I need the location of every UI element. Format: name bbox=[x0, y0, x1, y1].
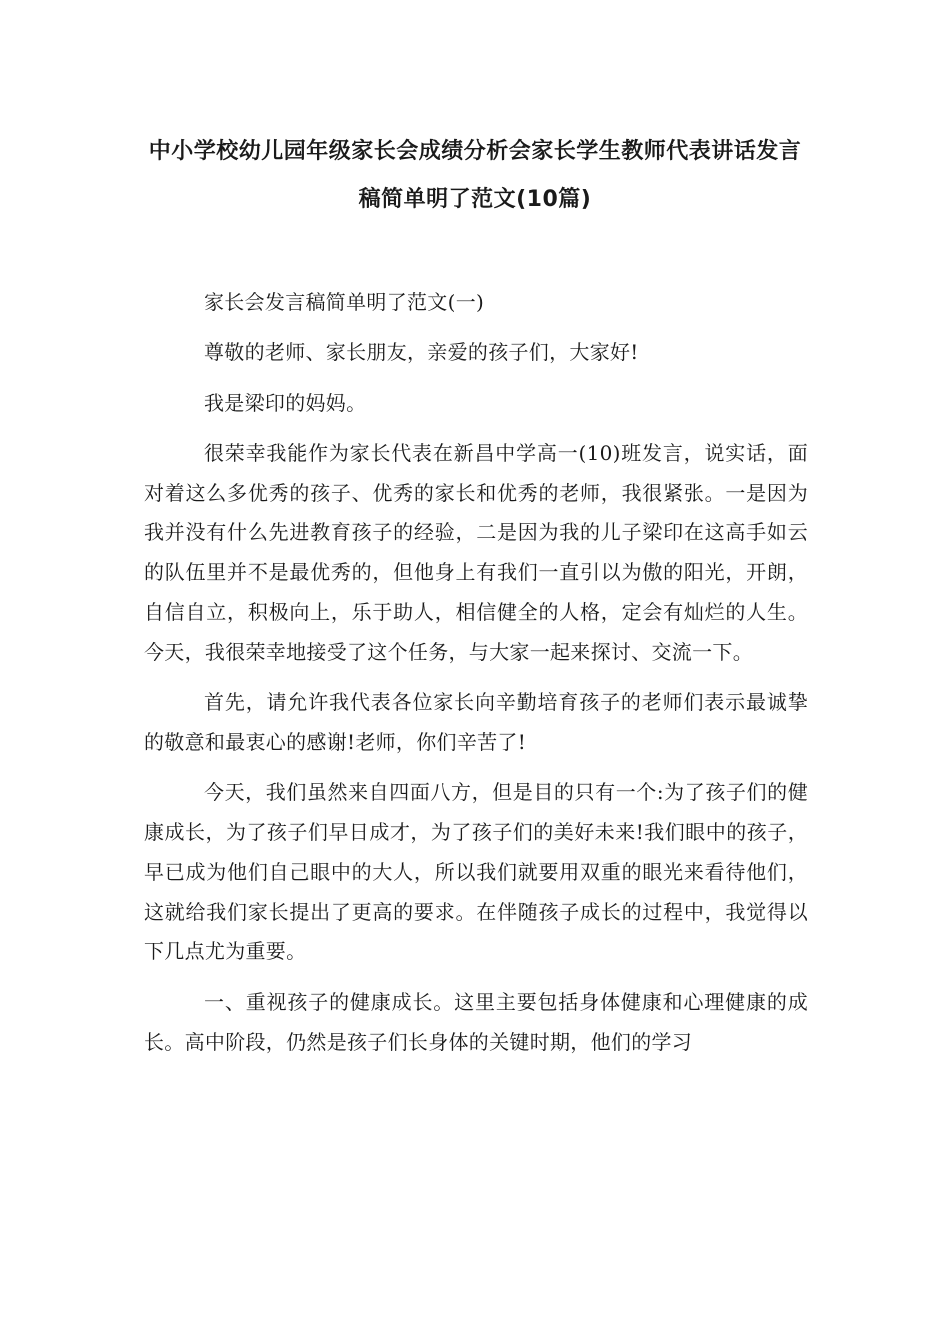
intro-paragraph: 我是梁印的妈妈。 bbox=[204, 390, 367, 415]
body-paragraph: 很荣幸我能作为家长代表在新昌中学高一(10)班发言，说实话，面对着这么多优秀的孩子、优秀的家长和优秀的老师，我很紧张。一是因为我并没有什么先进教育孩子的经验，二是因为我的儿子梁印在这高手如云的队伍里并不是最优秀的，但他身上有我们一直引以为傲的阳光，开朗，自信自立，积极向上，乐于助人，相信健全的人格，定会有灿烂的人生。今天，我很荣幸地接受了这个任务，与大家一起来探讨、交流一下。 bbox=[144, 440, 808, 664]
section-heading: 家长会发言稿简单明了范文(一) bbox=[204, 290, 485, 314]
title-line-1: 中小学校幼儿园年级家长会成绩分析会家长学生教师代表讲话发言 bbox=[148, 139, 802, 164]
document-body bbox=[144, 283, 808, 1073]
body-paragraph: 一、重视孩子的健康成长。这里主要包括身体健康和心理健康的成长。高中阶段，仍然是孩子们长身体的关键时期，他们的学习 bbox=[144, 989, 808, 1054]
body-paragraph: 今天，我们虽然来自四面八方，但是目的只有一个:为了孩子们的健康成长，为了孩子们早日成才，为了孩子们的美好未来!我们眼中的孩子，早已成为他们自己眼中的大人，所以我们就要用双重的眼光来看待他们，这就给我们家长提出了更高的要求。在伴随孩子成长的过程中，我觉得以下几点尤为重要。 bbox=[144, 780, 808, 964]
body-paragraph: 首先，请允许我代表各位家长向辛勤培育孩子的老师们表示最诚挚的敬意和最衷心的感谢!老师，你们辛苦了! bbox=[144, 690, 808, 754]
document-title bbox=[120, 128, 830, 224]
greeting-paragraph: 尊敬的老师、家长朋友，亲爱的孩子们，大家好! bbox=[204, 340, 639, 365]
title-line-2: 稿简单明了范文(10篇) bbox=[358, 187, 592, 212]
